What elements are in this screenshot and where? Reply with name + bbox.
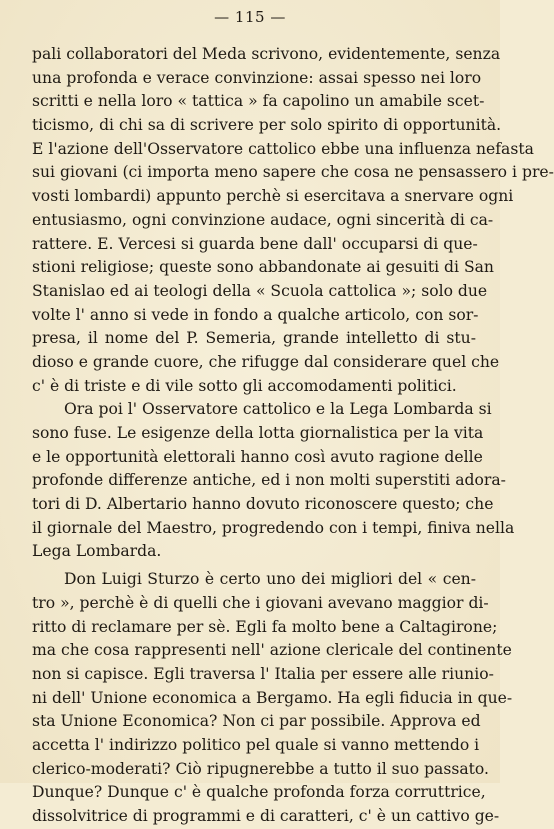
text-line: clerico-moderati? Ciò ripugnerebbe a tutto il suo passato. [32,759,489,778]
text-line: e le opportunità elettorali hanno così avuto ragione delle [32,447,483,466]
text-line: ticismo, di chi sa di scrivere per solo spirito di opportunità. [32,116,502,135]
body-text [32,43,554,829]
text-line: dissolvitrice di programmi e di caratteri, c' è un cattivo ge- [32,807,500,825]
text-line: sono fuse. Le esigenze della lotta giornalistica per la vita [32,424,484,442]
paragraph-1 [32,43,554,398]
text-line: Stanislao ed ai teologi della « Scuola cattolica »; solo due [32,281,488,300]
text-line: Dunque? Dunque c' è qualche profonda forza corruttrice, [32,783,486,802]
text-line: profonde differenze antiche, ed i non molti superstiti adora- [32,471,506,490]
text-line: vosti lombardi) appunto perchè si esercitava a snervare ogni [32,187,514,206]
paragraph-3 [32,568,513,829]
text-line: ni dell' Unione economica a Bergamo. Ha egli fiducia in que- [32,688,513,707]
text-line: tori di D. Albertario hanno dovuto riconoscere questo; che [32,495,494,514]
text-line: Lega Lombarda. [32,542,162,561]
text-line: sui giovani (ci importa meno sapere che cosa ne pensassero i pre- [32,163,554,182]
text-line: pali collaboratori del Meda scrivono, evidentemente, senza [32,45,501,63]
text-line: tro », perchè è di quelli che i giovani avevano maggior di- [32,593,489,612]
page-number: — 115 — [214,8,286,26]
text-line: scritti e nella loro « tattica » fa capolino un amabile scet- [32,92,485,111]
text-line: accetta l' indirizzo politico pel quale si vanno mettendo i [32,735,480,754]
text-line: una profonda e verace convinzione: assai spesso nei loro [32,68,482,87]
text-line: non si capisce. Egli traversa l' Italia per essere alle riunio- [32,664,494,683]
text-line: ma che cosa rappresenti nell' azione clericale del continente [32,641,512,660]
text-line: il giornale del Maestro, progredendo con i tempi, finiva nella [32,518,515,537]
text-line: presa, il nome del P. Semeria, grande intelletto di stu- [32,329,476,348]
text-line: ritto di reclamare per sè. Egli fa molto bene a Caltagirone; [32,617,498,636]
text-line: Don Luigi Sturzo è certo uno dei migliori del « cen- [64,570,476,589]
paragraph-2 [32,398,515,564]
text-line: stioni religiose; queste sono abbandonate ai gesuiti di San [32,258,494,277]
text-line: E l'azione dell'Osservatore cattolico ebbe una influenza nefasta [32,139,534,158]
text-line: dioso e grande cuore, che rifugge dal considerare quel che [32,352,500,371]
text-line: Ora poi l' Osservatore cattolico e la Lega Lombarda si [64,400,492,419]
text-line: volte l' anno si vede in fondo a qualche articolo, con sor- [32,305,479,324]
text-line: rattere. E. Vercesi si guarda bene dall' occuparsi di que- [32,234,478,253]
text-line: sta Unione Economica? Non ci par possibile. Approva ed [32,712,481,731]
text-line: entusiasmo, ogni convinzione audace, ogni sincerità di ca- [32,210,494,229]
text-line: c' è di triste e di vile sotto gli accomodamenti politici. [32,376,457,395]
